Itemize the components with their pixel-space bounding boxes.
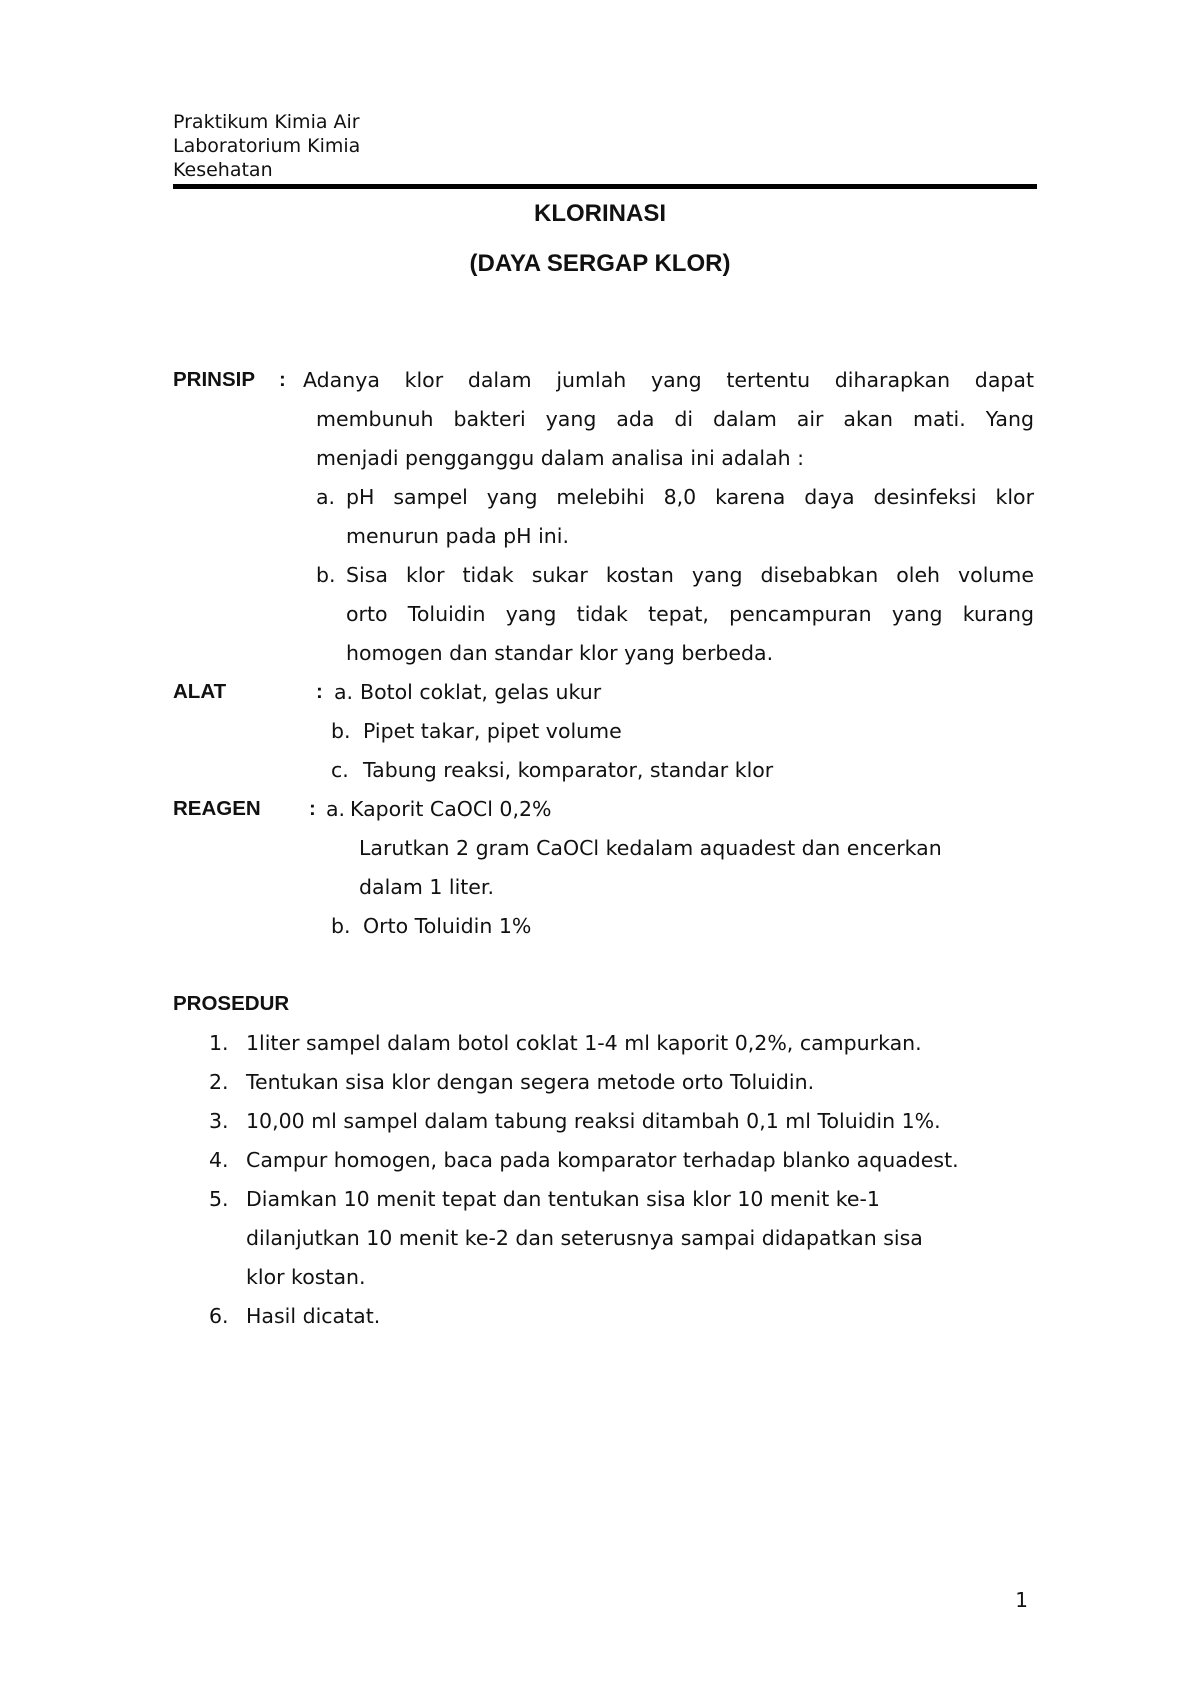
header-line-1: Praktikum Kimia Air xyxy=(173,111,360,133)
reagen-item-b-text: Orto Toluidin 1% xyxy=(363,914,532,938)
alat-item-b-marker: b. xyxy=(331,719,351,743)
prinsip-item-a-line-1: pH sampel yang melebihi 8,0 karena daya desinfeksi klor xyxy=(346,485,1034,509)
reagen-colon: : xyxy=(309,797,316,820)
prinsip-line-3: menjadi pengganggu dalam analisa ini adalah : xyxy=(316,446,805,470)
prinsip-colon: : xyxy=(279,368,286,391)
alat-label: ALAT xyxy=(173,680,227,703)
prinsip-item-b-line-2: orto Toluidin yang tidak tepat, pencampuran yang kurang xyxy=(346,602,1034,626)
prinsip-label: PRINSIP xyxy=(173,368,256,391)
prosedur-step-4-number: 4. xyxy=(209,1148,229,1172)
prosedur-label: PROSEDUR xyxy=(173,992,290,1015)
alat-item-a-marker: a. xyxy=(334,680,354,704)
prosedur-step-3-number: 3. xyxy=(209,1109,229,1133)
prosedur-step-1-text: 1liter sampel dalam botol coklat 1-4 ml kaporit 0,2%, campurkan. xyxy=(246,1031,922,1055)
reagen-item-a-text: Kaporit CaOCl 0,2% xyxy=(350,797,552,821)
alat-item-b-text: Pipet takar, pipet volume xyxy=(363,719,622,743)
prosedur-step-6-text: Hasil dicatat. xyxy=(246,1304,381,1328)
alat-colon: : xyxy=(316,680,323,703)
header-line-3: Kesehatan xyxy=(173,159,273,181)
running-header xyxy=(173,110,360,182)
prosedur-step-5-text-2: dilanjutkan 10 menit ke-2 dan seterusnya sampai didapatkan sisa xyxy=(246,1226,923,1250)
prosedur-step-5-number: 5. xyxy=(209,1187,229,1211)
prinsip-line-2: membunuh bakteri yang ada di dalam air akan mati. Yang xyxy=(316,407,1034,431)
prosedur-step-2-number: 2. xyxy=(209,1070,229,1094)
prinsip-item-b-line-3: homogen dan standar klor yang berbeda. xyxy=(346,641,774,665)
prosedur-step-5-text: Diamkan 10 menit tepat dan tentukan sisa klor 10 menit ke-1 xyxy=(246,1187,880,1211)
reagen-item-a-desc-2: dalam 1 liter. xyxy=(359,875,494,899)
header-line-2: Laboratorium Kimia xyxy=(173,135,361,157)
reagen-item-a-desc-1: Larutkan 2 gram CaOCl kedalam aquadest dan encerkan xyxy=(359,836,942,860)
reagen-label: REAGEN xyxy=(173,797,261,820)
prosedur-step-2-text: Tentukan sisa klor dengan segera metode orto Toluidin. xyxy=(246,1070,815,1094)
prinsip-item-b-marker: b. xyxy=(316,563,336,587)
page-subtitle: (DAYA SERGAP KLOR) xyxy=(469,250,731,277)
alat-item-c-text: Tabung reaksi, komparator, standar klor xyxy=(363,758,774,782)
page-number: 1 xyxy=(1015,1588,1028,1612)
reagen-item-b-marker: b. xyxy=(331,914,351,938)
alat-item-c-marker: c. xyxy=(331,758,349,782)
prinsip-line-1: Adanya klor dalam jumlah yang tertentu diharapkan dapat xyxy=(303,368,1034,392)
prosedur-step-6-number: 6. xyxy=(209,1304,229,1328)
prinsip-item-a-line-2: menurun pada pH ini. xyxy=(346,524,570,548)
prinsip-item-b-line-1: Sisa klor tidak sukar kostan yang disebabkan oleh volume xyxy=(346,563,1034,587)
prosedur-step-5-text-3: klor kostan. xyxy=(246,1265,366,1289)
alat-item-a-text: Botol coklat, gelas ukur xyxy=(360,680,602,704)
prinsip-item-a-marker: a. xyxy=(316,485,336,509)
header-rule xyxy=(173,184,1037,189)
prosedur-step-3-text: 10,00 ml sampel dalam tabung reaksi ditambah 0,1 ml Toluidin 1%. xyxy=(246,1109,941,1133)
page-title: KLORINASI xyxy=(534,200,666,227)
reagen-item-a-marker: a. xyxy=(326,797,346,821)
prosedur-step-1-number: 1. xyxy=(209,1031,229,1055)
prosedur-step-4-text: Campur homogen, baca pada komparator terhadap blanko aquadest. xyxy=(246,1148,959,1172)
